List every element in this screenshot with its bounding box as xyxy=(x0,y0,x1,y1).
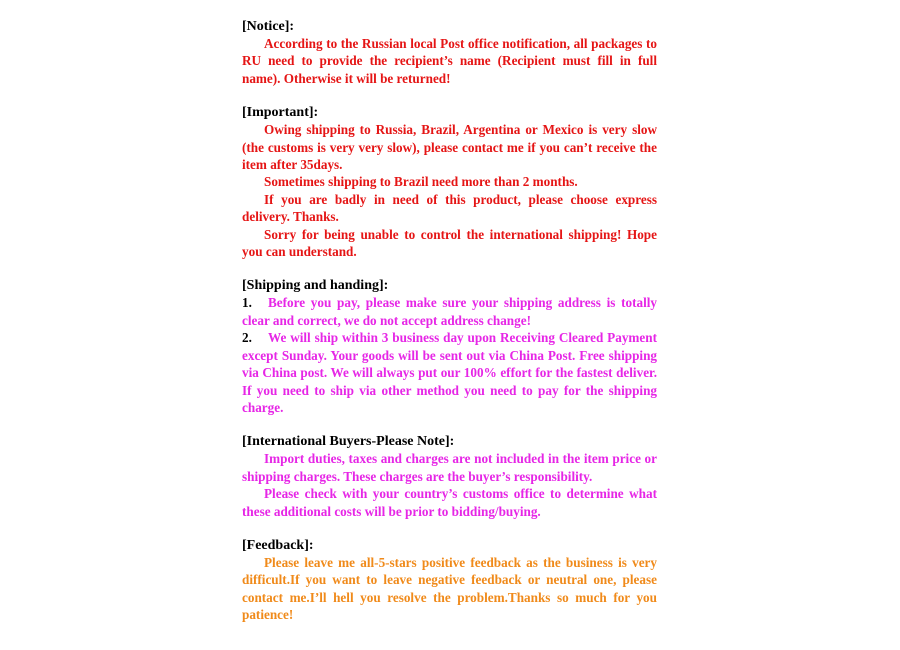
important-paragraph: Owing shipping to Russia, Brazil, Argentina or Mexico is very slow (the customs is very very slow), please contact me if you can’t receive the item after 35days. xyxy=(242,122,657,173)
shipping-item xyxy=(242,329,657,416)
important-paragraph: Sorry for being unable to control the international shipping! Hope you can understand. xyxy=(242,226,657,260)
international-section xyxy=(242,433,657,520)
shipping-section xyxy=(242,277,657,416)
shipping-item-number: 1. xyxy=(242,295,252,311)
policy-document xyxy=(242,18,657,641)
important-heading: [Important]: xyxy=(242,105,319,121)
notice-heading: [Notice]: xyxy=(242,19,295,34)
international-paragraph: Import duties, taxes and charges are not included in the item price or shipping charges. These charges are the buyer’s responsibility. xyxy=(242,451,657,484)
notice-paragraph: According to the Russian local Post office notification, all packages to RU need to provide the recipient’s name (Recipient must fill in full name). Otherwise it will be returned! xyxy=(242,36,657,86)
feedback-heading: [Feedback]: xyxy=(242,537,314,553)
important-paragraph: If you are badly in need of this product, please choose express delivery. Thanks. xyxy=(242,191,657,225)
shipping-heading: [Shipping and handing]: xyxy=(242,278,389,294)
feedback-section xyxy=(242,537,657,624)
shipping-item-number: 2. xyxy=(242,330,252,346)
feedback-paragraph: Please leave me all-5-stars positive feedback as the business is very difficult.If you want to leave negative feedback or neutral one, please contact me.I’ll hell you resolve the problem.Thanks so much for you patience! xyxy=(242,554,657,623)
shipping-item-text: We will ship within 3 business day upon Receiving Cleared Payment except Sunday. Your goods will be sent out via China Post. Free shipping via China post. We will always put our 100% effort for the fastest deliver. If you need to ship via other method you need to pay for the shipping charge. xyxy=(242,330,657,415)
international-heading: [International Buyers-Please Note]: xyxy=(242,434,455,450)
important-section xyxy=(242,104,657,260)
shipping-item-text: Before you pay, please make sure your shipping address is totally clear and correct, we do not accept address change! xyxy=(242,295,657,328)
shipping-item xyxy=(242,294,657,329)
international-paragraph: Please check with your country’s customs office to determine what these additional costs will be prior to bidding/buying. xyxy=(242,486,657,519)
important-paragraph: Sometimes shipping to Brazil need more than 2 months. xyxy=(264,174,578,190)
notice-section xyxy=(242,18,657,87)
